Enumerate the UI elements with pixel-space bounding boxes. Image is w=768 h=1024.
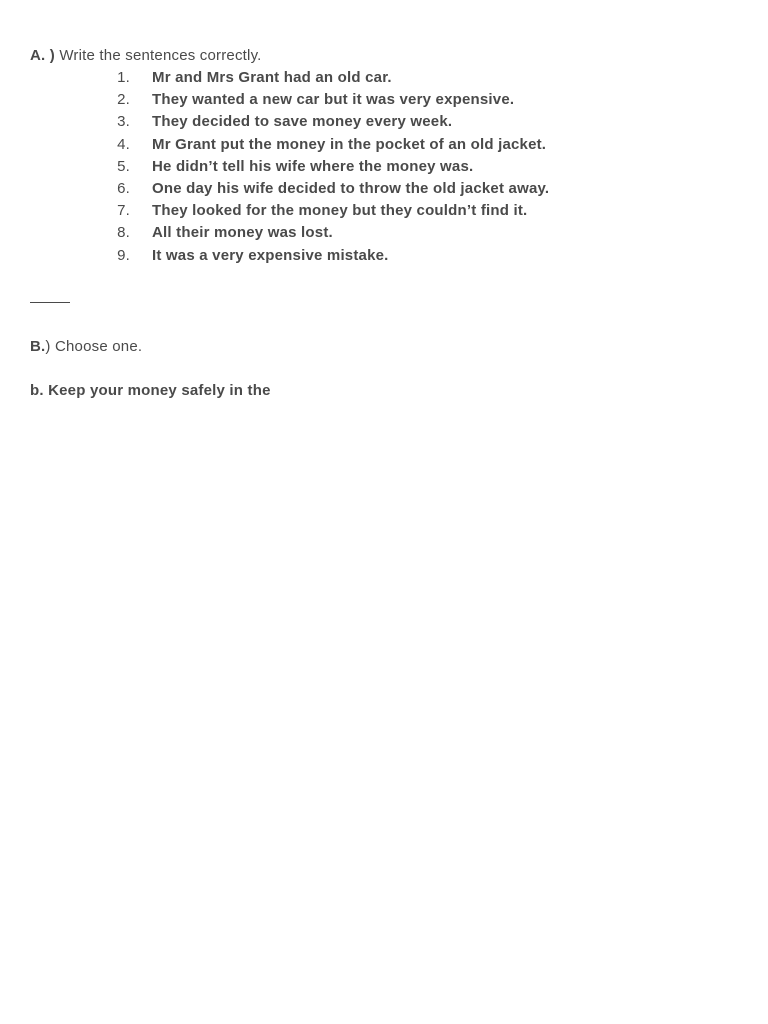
- item-sentence: It was a very expensive mistake.: [152, 246, 389, 264]
- list-item: [30, 67, 740, 89]
- item-sentence: He didn’t tell his wife where the money was.: [152, 157, 474, 175]
- item-number: 7.: [117, 202, 130, 220]
- section-a-marker: A. ): [30, 47, 55, 64]
- list-item: [30, 134, 740, 156]
- section-b-heading: [30, 336, 142, 358]
- item-sentence: Mr Grant put the money in the pocket of an old jacket.: [152, 135, 547, 153]
- item-number: 1.: [117, 69, 130, 86]
- item-sentence: One day his wife decided to throw the old jacket away.: [152, 179, 550, 197]
- worksheet: [30, 45, 740, 267]
- item-sentence: They decided to save money every week.: [152, 113, 453, 131]
- list-item: [30, 178, 740, 200]
- item-sentence: They looked for the money but they couldn’t find it.: [152, 202, 528, 220]
- sentence-list: [30, 67, 740, 267]
- section-b-marker: B.: [30, 338, 46, 355]
- item-number: 9.: [117, 246, 130, 264]
- divider-rule: [30, 302, 70, 303]
- item-number: 5.: [117, 157, 130, 175]
- item-number: 8.: [117, 224, 130, 242]
- list-item: [30, 89, 740, 111]
- item-sentence: They wanted a new car but it was very expensive.: [152, 91, 515, 109]
- list-item: [30, 222, 740, 244]
- list-item: [30, 245, 740, 267]
- item-number: 3.: [117, 113, 130, 131]
- item-number: 2.: [117, 91, 130, 109]
- item-sentence: All their money was lost.: [152, 224, 333, 242]
- section-a-heading: [30, 45, 740, 67]
- list-item: [30, 111, 740, 133]
- section-a-instruction: Write the sentences correctly.: [59, 47, 262, 64]
- list-item: [30, 200, 740, 222]
- list-item: [30, 156, 740, 178]
- item-sentence: Mr and Mrs Grant had an old car.: [152, 69, 392, 86]
- item-number: 6.: [117, 179, 130, 197]
- section-b-instruction: ) Choose one.: [45, 338, 143, 355]
- item-number: 4.: [117, 135, 130, 153]
- section-b-item: b. Keep your money safely in the: [30, 382, 271, 399]
